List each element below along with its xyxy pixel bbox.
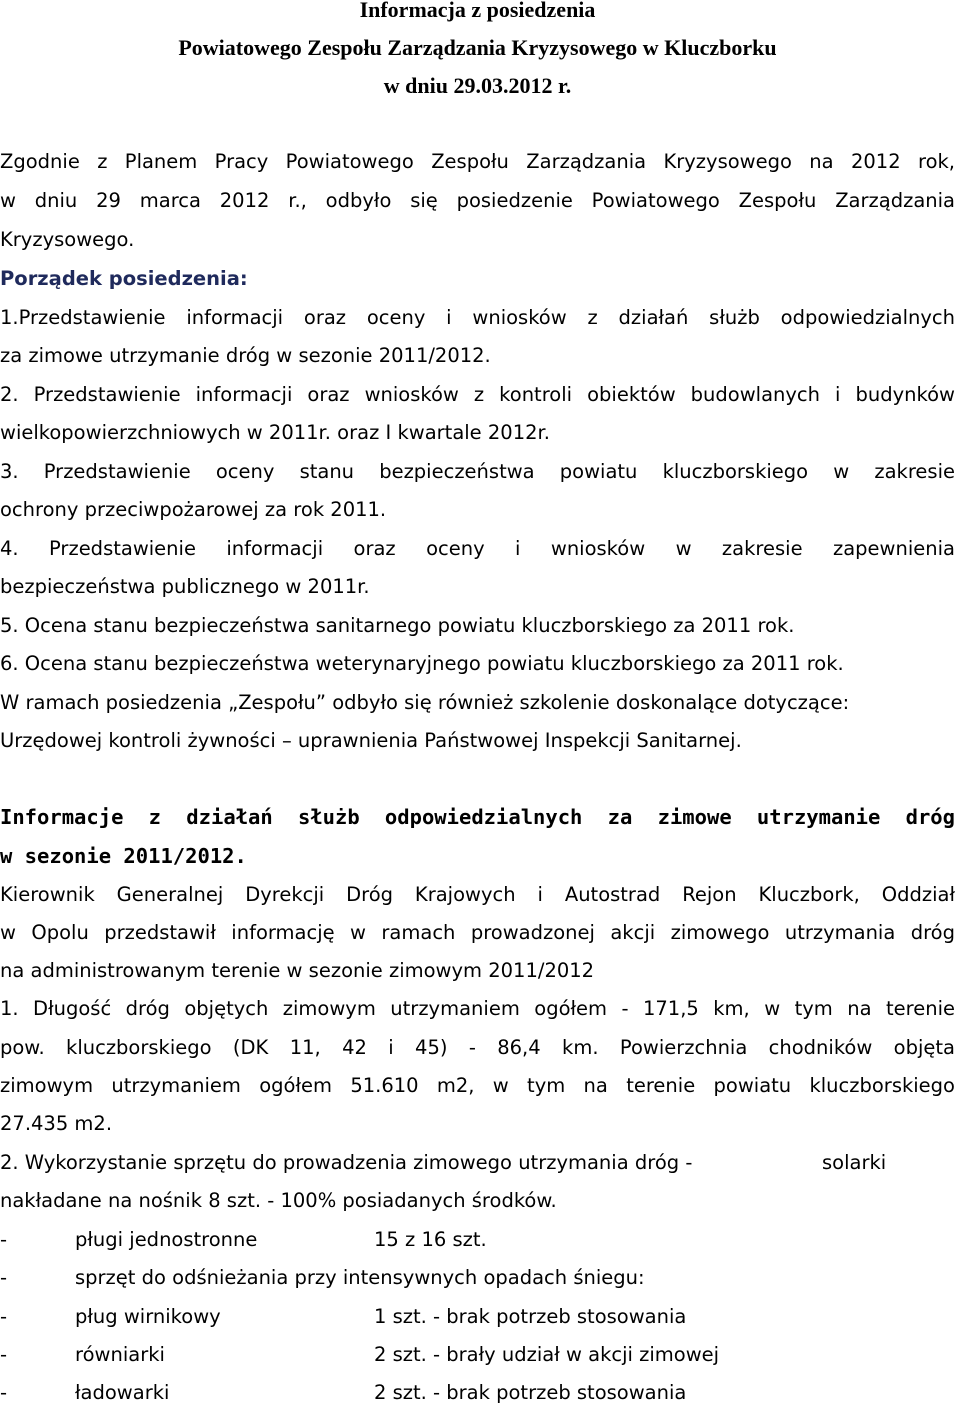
- section-body-line-2: w Opolu przedstawił informację w ramach prowadzonej akcji zimowego utrzymania dróg: [0, 921, 955, 944]
- section-heading-line-1: Informacje z działań służb odpowiedzialnych za zimowe utrzymanie dróg: [0, 805, 955, 829]
- title-line-2: Powiatowego Zespołu Zarządzania Kryzysowego w Kluczborku: [178, 35, 777, 60]
- equipment-line-2: nakładane na nośnik 8 szt. - 100% posiadanych środków.: [0, 1189, 557, 1212]
- equipment-value: 2 szt. - brały udział w akcji zimowej: [374, 1343, 720, 1366]
- training-line-2: Urzędowej kontroli żywności – uprawnienia Państwowej Inspekcji Sanitarnej.: [0, 729, 742, 752]
- section-body-line-1: Kierownik Generalnej Dyrekcji Dróg Krajowych i Autostrad Rejon Kluczbork, Oddział: [0, 883, 955, 906]
- agenda-line-6: ochrony przeciwpożarowej za rok 2011.: [0, 498, 387, 521]
- section-body-line-7: 27.435 m2.: [0, 1112, 113, 1135]
- agenda-line-9: 5. Ocena stanu bezpieczeństwa sanitarnego powiatu kluczborskiego za 2011 rok.: [0, 614, 795, 637]
- section-body-line-4: 1. Długość dróg objętych zimowym utrzymaniem ogółem - 171,5 km, w tym na terenie: [0, 997, 955, 1020]
- agenda-line-10: 6. Ocena stanu bezpieczeństwa weterynaryjnego powiatu kluczborskiego za 2011 rok.: [0, 652, 844, 675]
- agenda-line-8: bezpieczeństwa publicznego w 2011r.: [0, 575, 370, 598]
- agenda-line-5: 3. Przedstawienie oceny stanu bezpieczeństwa powiatu kluczborskiego w zakresie: [0, 460, 955, 483]
- equipment-dash: -: [0, 1305, 8, 1328]
- agenda-line-3: 2. Przedstawienie informacji oraz wniosków z kontroli obiektów budowlanych i budynków: [0, 383, 955, 406]
- title-line-3: w dniu 29.03.2012 r.: [383, 73, 572, 98]
- equipment-dash: -: [0, 1381, 8, 1404]
- equipment-name: sprzęt do odśnieżania przy intensywnych opadach śniegu:: [75, 1266, 645, 1289]
- equipment-name: równiarki: [75, 1343, 165, 1366]
- equipment-name: ładowarki: [75, 1381, 170, 1404]
- equipment-line-1-text: 2. Wykorzystanie sprzętu do prowadzenia zimowego utrzymania dróg -: [0, 1151, 693, 1174]
- equipment-line-1: [0, 1151, 955, 1174]
- equipment-dash: -: [0, 1228, 8, 1251]
- section-heading-line-2: w sezonie 2011/2012.: [0, 844, 247, 868]
- equipment-name: pługi jednostronne: [75, 1228, 258, 1251]
- equipment-dash: -: [0, 1343, 8, 1366]
- equipment-value: 1 szt. - brak potrzeb stosowania: [374, 1305, 687, 1328]
- agenda-heading: Porządek posiedzenia:: [0, 267, 248, 290]
- section-body-line-5: pow. kluczborskiego (DK 11, 42 i 45) - 86,4 km. Powierzchnia chodników objęta: [0, 1036, 955, 1059]
- intro-line-2: w dniu 29 marca 2012 r., odbyło się posiedzenie Powiatowego Zespołu Zarządzania: [0, 189, 955, 212]
- section-body-line-6: zimowym utrzymaniem ogółem 51.610 m2, w tym na terenie powiatu kluczborskiego: [0, 1074, 955, 1097]
- agenda-line-7: 4. Przedstawienie informacji oraz oceny i wniosków w zakresie zapewnienia: [0, 537, 955, 560]
- section-body-line-3: na administrowanym terenie w sezonie zimowym 2011/2012: [0, 959, 595, 982]
- agenda-line-1: 1.Przedstawienie informacji oraz oceny i wniosków z działań służb odpowiedzialnych: [0, 306, 955, 329]
- intro-line-3: Kryzysowego.: [0, 228, 135, 251]
- equipment-value: 15 z 16 szt.: [374, 1228, 487, 1251]
- equipment-name: pług wirnikowy: [75, 1305, 221, 1328]
- title-line-1: Informacja z posiedzenia: [359, 0, 596, 22]
- equipment-dash: -: [0, 1266, 8, 1289]
- equipment-line-1-right: solarki: [822, 1151, 887, 1174]
- intro-line-1: Zgodnie z Planem Pracy Powiatowego Zespołu Zarządzania Kryzysowego na 2012 rok,: [0, 150, 955, 173]
- training-line-1: W ramach posiedzenia „Zespołu” odbyło się również szkolenie doskonalące dotyczące:: [0, 691, 850, 714]
- agenda-line-2: za zimowe utrzymanie dróg w sezonie 2011/2012.: [0, 344, 491, 367]
- equipment-value: 2 szt. - brak potrzeb stosowania: [374, 1381, 687, 1404]
- agenda-line-4: wielkopowierzchniowych w 2011r. oraz I kwartale 2012r.: [0, 421, 550, 444]
